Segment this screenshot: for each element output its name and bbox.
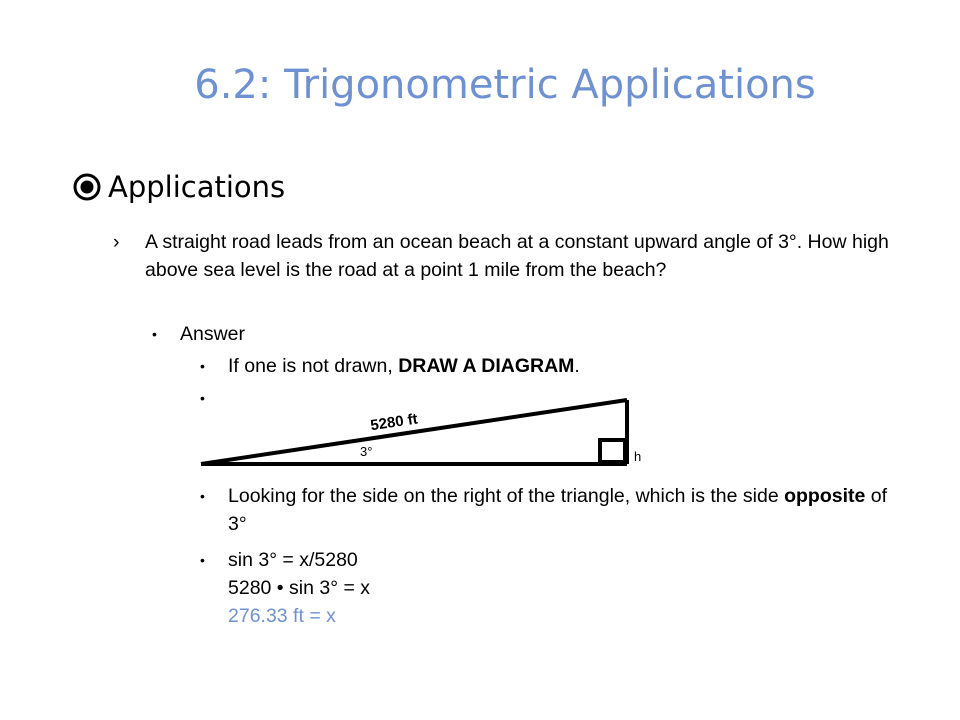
equation-block xyxy=(228,546,370,630)
hypotenuse-label: 5280 ft xyxy=(369,410,419,435)
bullet-dot-icon: • xyxy=(152,326,157,342)
section-heading-text: Applications xyxy=(108,170,286,204)
problem-text: A straight road leads from an ocean beach at a constant upward angle of 3°. How high above sea level is the road at a point 1 mile from the beach? xyxy=(145,231,889,281)
bullet-dot-icon: • xyxy=(200,358,205,374)
step-draw-diagram xyxy=(200,352,900,380)
answer-label: Answer xyxy=(180,323,246,345)
angle-label: 3° xyxy=(360,444,373,459)
chevron-bullet-icon: › xyxy=(113,231,120,253)
step-text: If one is not drawn, DRAW A DIAGRAM. xyxy=(228,355,580,377)
equation-result: 276.33 ft = x xyxy=(228,605,336,627)
answer-item xyxy=(152,320,245,348)
bullet-dot-icon: • xyxy=(200,390,205,406)
triangle-diagram xyxy=(195,390,655,480)
bullet-dot-icon: • xyxy=(200,552,205,568)
step-opposite-side xyxy=(200,482,900,538)
equation-line-2: 5280 • sin 3° = x xyxy=(228,577,371,599)
step-text: Looking for the side on the right of the triangle, which is the side opposite of 3° xyxy=(228,485,888,535)
section-heading xyxy=(72,170,285,204)
side-label: h xyxy=(634,449,642,464)
triangle-hypotenuse xyxy=(201,400,627,464)
equation-line-1: sin 3° = x/5280 xyxy=(228,549,358,571)
bullet-dot-icon: • xyxy=(200,488,205,504)
step-equations xyxy=(200,546,900,630)
right-angle-marker xyxy=(600,440,625,462)
target-bullet-icon xyxy=(72,172,102,202)
problem-item xyxy=(113,228,893,284)
slide-title: 6.2: Trigonometric Applications xyxy=(194,62,816,108)
